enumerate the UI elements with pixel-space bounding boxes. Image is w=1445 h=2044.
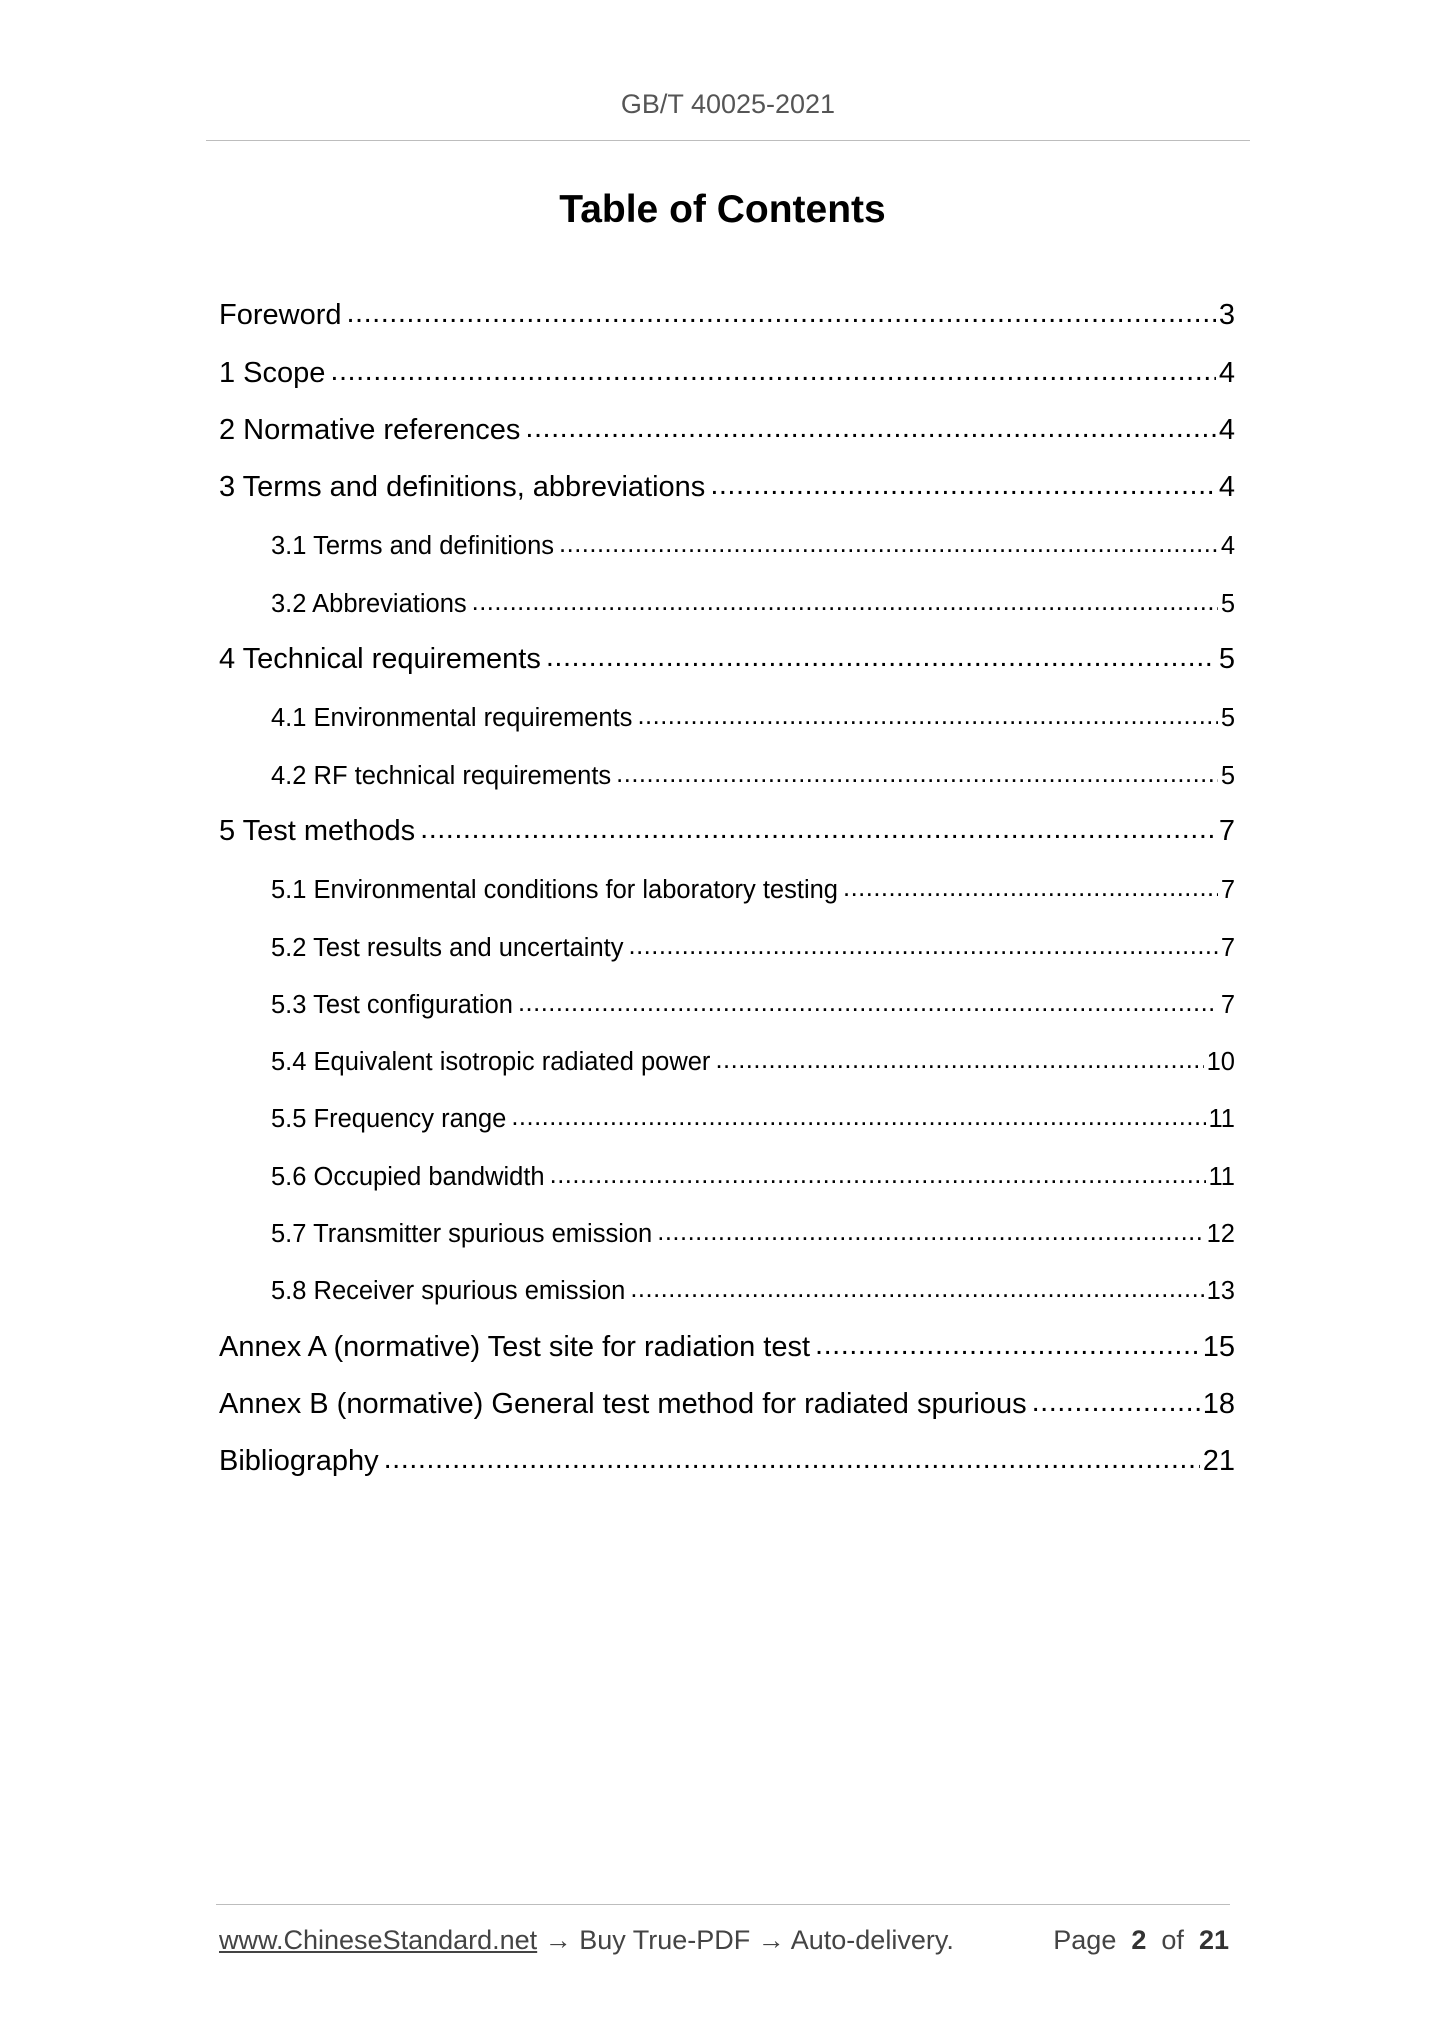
promo-text: → Buy True-PDF → Auto-delivery. bbox=[544, 1925, 954, 1955]
toc-entry-title: 5.3 Test configuration bbox=[271, 990, 513, 1019]
page-header bbox=[206, 86, 1250, 141]
dot-leader bbox=[637, 702, 1217, 731]
toc-entry-title: 1 Scope bbox=[219, 356, 326, 389]
toc-entry-page-number: 4 bbox=[1218, 471, 1235, 504]
website-link[interactable]: www.ChineseStandard.net bbox=[219, 1925, 538, 1955]
toc-entry-page-number: 3 bbox=[1218, 299, 1235, 332]
toc-entry-page-number: 11 bbox=[1208, 1162, 1235, 1191]
toc-entry-page-number: 11 bbox=[1208, 1105, 1235, 1134]
page-footer bbox=[219, 1920, 1229, 1960]
dot-leader bbox=[525, 412, 1215, 445]
toc-entry[interactable] bbox=[219, 1145, 1235, 1202]
toc-entry-page-number: 7 bbox=[1220, 933, 1235, 962]
toc-entry-page-number: 4 bbox=[1218, 413, 1235, 446]
toc-entry[interactable] bbox=[219, 458, 1235, 515]
toc-entry-page-number: 5 bbox=[1220, 589, 1235, 618]
table-of-contents bbox=[219, 286, 1235, 1489]
dot-leader bbox=[657, 1218, 1203, 1247]
toc-entry-title: Annex B (normative) General test method for radiated spurious bbox=[219, 1387, 1027, 1420]
toc-entry-title: 2 Normative references bbox=[219, 413, 521, 446]
toc-entry[interactable] bbox=[219, 974, 1235, 1031]
toc-entry-title: 3 Terms and definitions, abbreviations bbox=[219, 471, 706, 504]
toc-entry-page-number: 13 bbox=[1206, 1277, 1235, 1306]
footer-divider bbox=[216, 1904, 1230, 1905]
toc-entry[interactable] bbox=[219, 343, 1235, 400]
dot-leader bbox=[616, 760, 1218, 789]
dot-leader bbox=[518, 989, 1218, 1018]
dot-leader bbox=[1032, 1386, 1200, 1419]
toc-entry-page-number: 7 bbox=[1220, 876, 1235, 905]
toc-entry-page-number: 7 bbox=[1220, 990, 1235, 1019]
toc-entry-title: 5.1 Environmental conditions for laboratory testing bbox=[271, 876, 838, 905]
toc-entry[interactable] bbox=[219, 802, 1235, 859]
page-title: Table of Contents bbox=[559, 188, 886, 231]
toc-entry-page-number: 7 bbox=[1218, 814, 1235, 847]
toc-entry[interactable] bbox=[219, 1203, 1235, 1260]
toc-entry-title: 4.2 RF technical requirements bbox=[271, 761, 612, 790]
toc-entry-page-number: 5 bbox=[1218, 643, 1235, 676]
toc-entry-title: 5.4 Equivalent isotropic radiated power bbox=[271, 1048, 711, 1077]
toc-entry-page-number: 10 bbox=[1206, 1048, 1235, 1077]
toc-entry[interactable] bbox=[219, 286, 1235, 343]
toc-entry[interactable] bbox=[219, 1031, 1235, 1088]
dot-leader bbox=[559, 530, 1218, 559]
toc-entry-title: 5 Test methods bbox=[219, 814, 416, 847]
toc-entry-title: 5.2 Test results and uncertainty bbox=[271, 933, 624, 962]
toc-entry[interactable] bbox=[219, 1088, 1235, 1145]
dot-leader bbox=[550, 1161, 1206, 1190]
dot-leader bbox=[472, 588, 1218, 617]
toc-entry[interactable] bbox=[219, 1375, 1235, 1432]
toc-entry-title: 5.5 Frequency range bbox=[271, 1105, 507, 1134]
total-pages-number: 21 bbox=[1198, 1925, 1229, 1955]
current-page-number: 2 bbox=[1131, 1925, 1147, 1955]
toc-entry[interactable] bbox=[219, 401, 1235, 458]
toc-entry-title: 5.6 Occupied bandwidth bbox=[271, 1162, 545, 1191]
toc-entry-title: Foreword bbox=[219, 299, 342, 332]
toc-entry[interactable] bbox=[219, 572, 1235, 629]
dot-leader bbox=[710, 469, 1216, 502]
toc-entry-page-number: 18 bbox=[1202, 1387, 1235, 1420]
toc-entry-title: 3.2 Abbreviations bbox=[271, 589, 467, 618]
dot-leader bbox=[546, 641, 1216, 674]
document-id: GB/T 40025-2021 bbox=[620, 89, 836, 119]
toc-entry-page-number: 4 bbox=[1218, 356, 1235, 389]
toc-entry[interactable] bbox=[219, 859, 1235, 916]
dot-leader bbox=[384, 1443, 1200, 1476]
page-word: Page bbox=[1053, 1925, 1117, 1955]
toc-entry-page-number: 15 bbox=[1202, 1330, 1235, 1363]
dot-leader bbox=[347, 297, 1216, 330]
dot-leader bbox=[330, 355, 1215, 388]
dot-leader bbox=[420, 813, 1216, 846]
footer-promo bbox=[219, 1920, 954, 1960]
of-word: of bbox=[1161, 1925, 1184, 1955]
toc-entry-title: Bibliography bbox=[219, 1445, 379, 1478]
dot-leader bbox=[628, 932, 1217, 961]
toc-entry-title: 3.1 Terms and definitions bbox=[271, 532, 555, 561]
toc-entry-page-number: 5 bbox=[1220, 704, 1235, 733]
toc-entry[interactable] bbox=[219, 515, 1235, 572]
toc-entry[interactable] bbox=[219, 630, 1235, 687]
toc-entry[interactable] bbox=[219, 1317, 1235, 1374]
dot-leader bbox=[715, 1046, 1203, 1075]
page-indicator bbox=[1053, 1920, 1229, 1960]
dot-leader bbox=[630, 1275, 1203, 1304]
toc-entry-title: 4.1 Environmental requirements bbox=[271, 704, 633, 733]
dot-leader bbox=[815, 1329, 1200, 1362]
toc-entry-page-number: 5 bbox=[1220, 761, 1235, 790]
toc-entry[interactable] bbox=[219, 744, 1235, 801]
toc-entry[interactable] bbox=[219, 687, 1235, 744]
dot-leader bbox=[511, 1103, 1205, 1132]
toc-entry[interactable] bbox=[219, 916, 1235, 973]
toc-entry-title: 5.8 Receiver spurious emission bbox=[271, 1277, 626, 1306]
toc-entry[interactable] bbox=[219, 1432, 1235, 1489]
toc-entry[interactable] bbox=[219, 1260, 1235, 1317]
dot-leader bbox=[843, 874, 1218, 903]
toc-entry-title: 5.7 Transmitter spurious emission bbox=[271, 1220, 653, 1249]
toc-entry-title: Annex A (normative) Test site for radiation test bbox=[219, 1330, 811, 1363]
toc-entry-title: 4 Technical requirements bbox=[219, 643, 541, 676]
toc-entry-page-number: 12 bbox=[1206, 1220, 1235, 1249]
toc-entry-page-number: 21 bbox=[1202, 1445, 1235, 1478]
toc-entry-page-number: 4 bbox=[1220, 532, 1235, 561]
